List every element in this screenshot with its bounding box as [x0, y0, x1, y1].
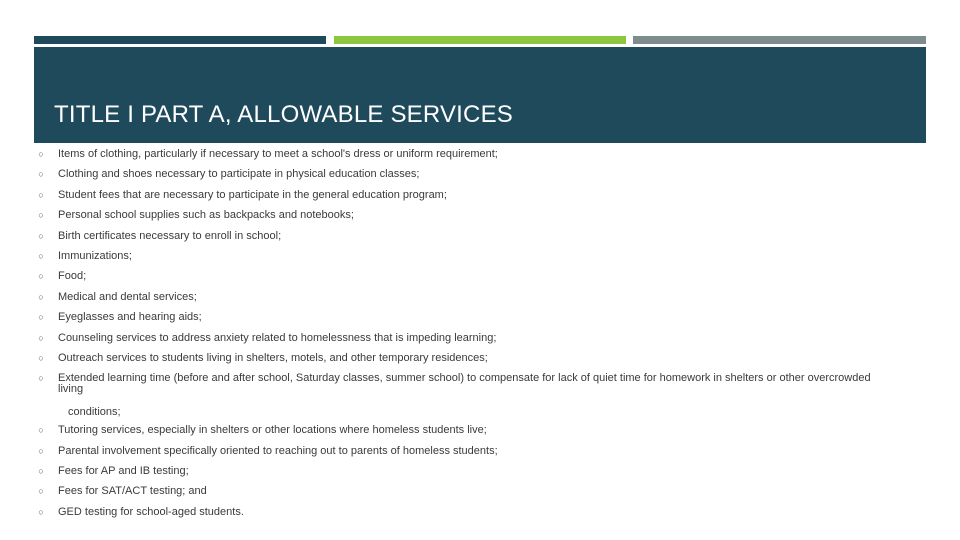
bullet-circle-icon — [36, 312, 46, 322]
bullet-circle-icon — [36, 446, 46, 456]
list-item-text: Fees for SAT/ACT testing; and — [58, 485, 207, 498]
list-item — [36, 348, 916, 368]
list-item — [36, 420, 916, 440]
accent-bar-dark — [34, 36, 326, 44]
list-item — [36, 266, 916, 286]
list-item — [36, 226, 916, 246]
bullet-circle-icon — [36, 169, 46, 179]
list-item — [36, 481, 916, 501]
bullet-circle-icon — [36, 466, 46, 476]
bullet-circle-icon — [36, 333, 46, 343]
list-item-text: Fees for AP and IB testing; — [58, 465, 189, 478]
list-item — [36, 307, 916, 327]
list-item — [36, 164, 916, 184]
list-item-text: Items of clothing, particularly if necessary to meet a school's dress or uniform requirement; — [58, 148, 498, 160]
title-band — [34, 47, 926, 143]
list-item-text: Student fees that are necessary to participate in the general education program; — [58, 188, 447, 201]
list-item-text: Birth certificates necessary to enroll in school; — [58, 229, 282, 242]
page-title: TITLE I PART A, ALLOWABLE SERVICES — [54, 101, 513, 128]
accent-bar-green — [334, 36, 626, 44]
list-item-text: GED testing for school-aged students. — [58, 505, 244, 518]
list-item-text: Tutoring services, especially in shelters or other locations where homeless students live; — [58, 424, 487, 437]
bullet-circle-icon — [36, 353, 46, 363]
bullet-circle-icon — [36, 210, 46, 220]
list-item — [36, 328, 916, 348]
list-item — [36, 144, 916, 164]
list-item — [36, 461, 916, 481]
list-item — [36, 246, 916, 266]
list-item-text: Counseling services to address anxiety related to homelessness that is impeding learning; — [58, 331, 497, 344]
list-item-text: Eyeglasses and hearing aids; — [58, 311, 202, 324]
bullet-circle-icon — [36, 271, 46, 281]
accent-bar-gray — [633, 36, 926, 44]
bullet-circle-icon — [36, 486, 46, 496]
list-item-text: Medical and dental services; — [58, 290, 197, 303]
list-item — [36, 502, 916, 522]
bullet-circle-icon — [36, 292, 46, 302]
bullet-circle-icon — [36, 507, 46, 517]
bullet-circle-icon — [36, 190, 46, 200]
list-item — [36, 287, 916, 307]
list-item-text: Clothing and shoes necessary to participate in physical education classes; — [58, 168, 420, 181]
list-item-text: Extended learning time (before and after school, Saturday classes, summer school) to compensate for lack of quiet time for homework in shelters or other overcrowded living — [58, 372, 871, 396]
bullet-circle-icon — [36, 251, 46, 261]
bullet-circle-icon — [36, 231, 46, 241]
list-item-text: Food; — [58, 270, 87, 283]
list-item — [36, 368, 916, 420]
list-item-text: Outreach services to students living in shelters, motels, and other temporary residences; — [58, 351, 488, 364]
list-item-continuation: conditions; — [68, 406, 121, 419]
list-item-text: Personal school supplies such as backpacks and notebooks; — [58, 209, 354, 222]
bullet-circle-icon — [36, 425, 46, 435]
list-item — [36, 441, 916, 461]
list-item-text: Immunizations; — [58, 249, 132, 262]
bullet-circle-icon — [36, 149, 46, 159]
services-list — [36, 144, 916, 522]
list-item — [36, 205, 916, 225]
list-item — [36, 185, 916, 205]
list-item-text: Parental involvement specifically oriented to reaching out to parents of homeless students; — [58, 444, 498, 457]
bullet-circle-icon — [36, 373, 46, 383]
